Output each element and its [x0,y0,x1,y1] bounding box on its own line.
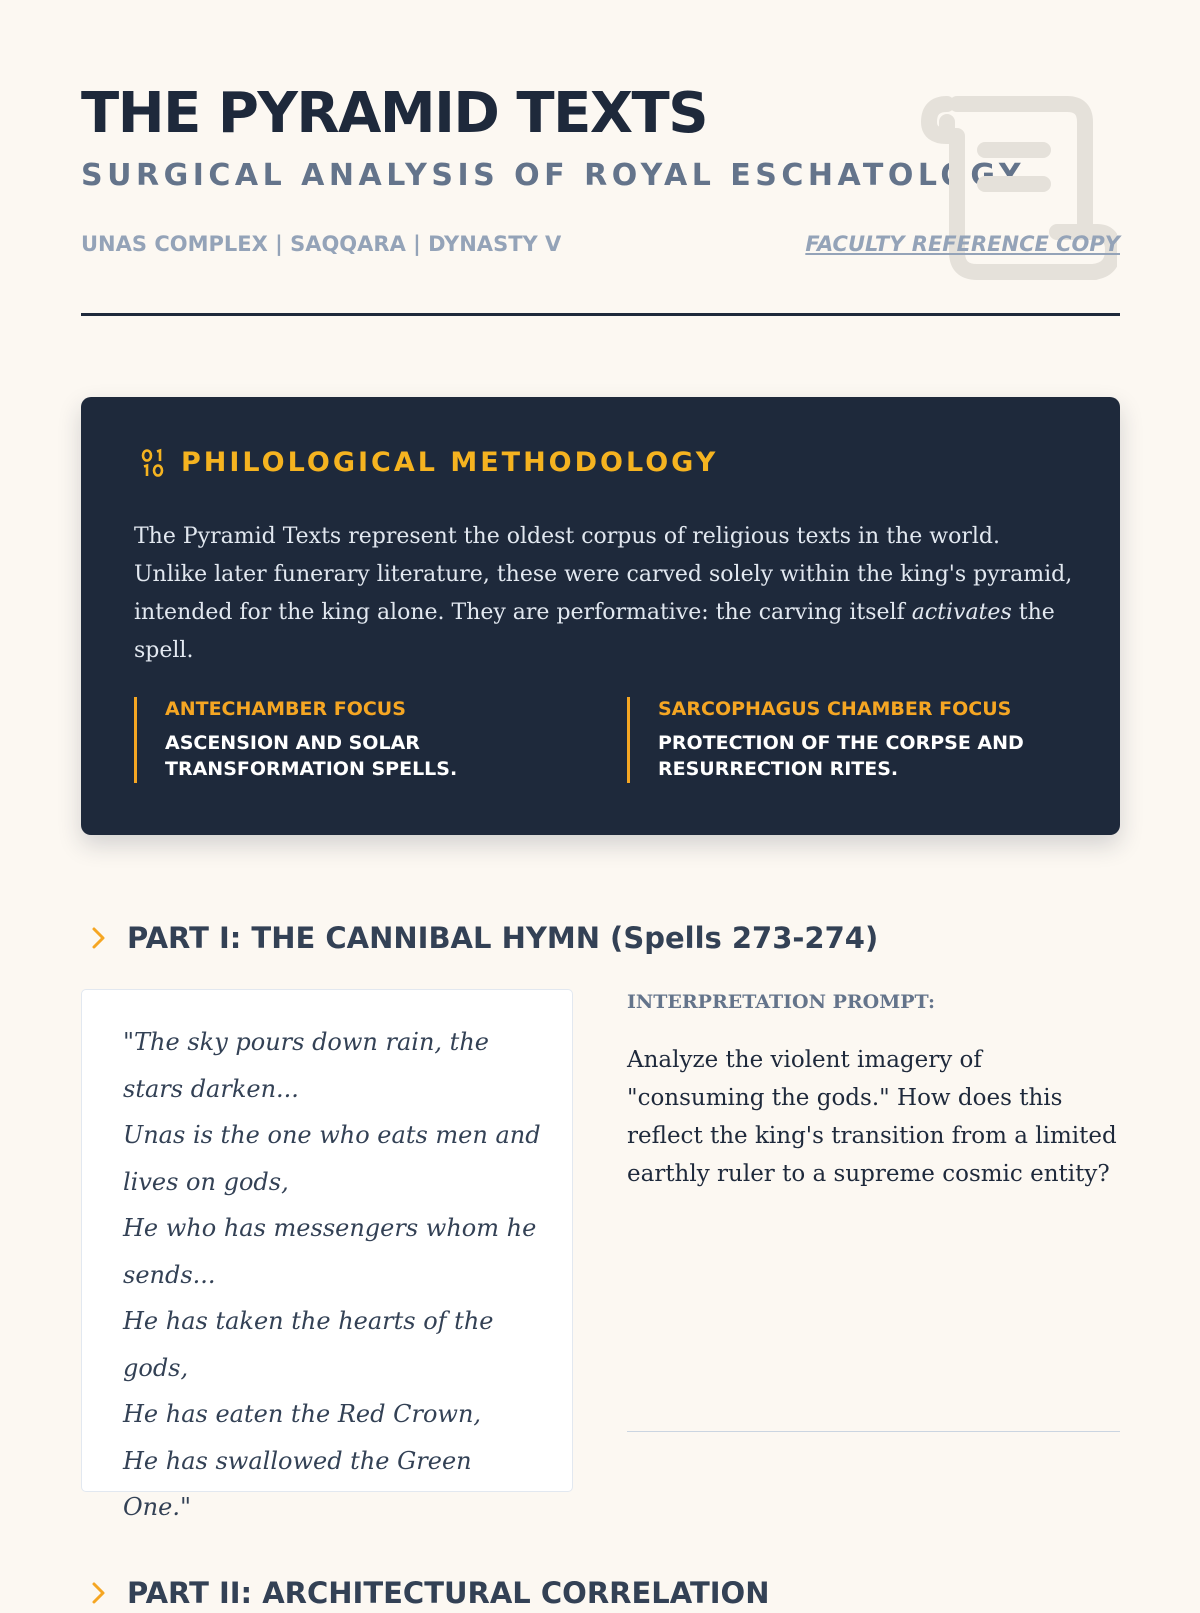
focus-label: ANTECHAMBER FOCUS [165,698,406,720]
cannibal-hymn-quote [81,989,573,1521]
header-divider [81,313,1120,316]
quote-line: He has swallowed the Green One." [123,1446,472,1521]
quote-line: He has taken the hearts of the gods, [123,1307,494,1382]
quote-line: "The sky pours down rain, the stars darken... [123,1028,489,1103]
part-2-title: PART II: ARCHITECTURAL CORRELATION [127,1576,770,1610]
focus-text: PROTECTION OF THE CORPSE AND RESURRECTION RITES. [658,732,1024,780]
quote-line: He has eaten the Red Crown, [123,1400,482,1428]
document-page [81,0,1120,1610]
part-1-heading [81,918,878,958]
part-1-title: PART I: THE CANNIBAL HYMN (Spells 273-274) [127,921,879,955]
part-2-heading [81,1573,769,1613]
quote-line: Unas is the one who eats men and lives on gods, [123,1121,541,1196]
document-meta-location: UNAS COMPLEX | SAQQARA | DYNASTY V [81,232,562,256]
methodology-body-emphasis: activates [911,600,1012,625]
focus-label: SARCOPHAGUS CHAMBER FOCUS [658,698,1012,720]
interpretation-prompt-text: Analyze the violent imagery of "consuming the gods." How does this reflect the king's transition from a limited earthly ruler to a supreme cosmic entity? [627,1047,1117,1187]
methodology-card [81,397,1120,835]
page-title: THE PYRAMID TEXTS [81,81,708,146]
methodology-header [139,447,718,478]
page-subtitle: SURGICAL ANALYSIS OF ROYAL ESCHATOLOGY [81,158,1026,193]
focus-text: ASCENSION AND SOLAR TRANSFORMATION SPELLS. [165,732,458,780]
methodology-body [134,518,1074,670]
antechamber-focus [134,697,594,783]
quote-line: He who has messengers whom he sends... [123,1214,537,1289]
interpretation-prompt-label: INTERPRETATION PROMPT: [627,991,936,1013]
quote-text [123,1019,543,1531]
chevron-right-icon [88,1580,110,1606]
methodology-body-text: The Pyramid Texts represent the oldest corpus of religious texts in the world. Unlike later funerary literature, these were carved solely within the king's pyramid, intended for the king alone. They are performative: the carving itself [134,524,1073,625]
methodology-body-text-end: the spell. [134,600,1055,663]
answer-line[interactable] [627,1431,1120,1432]
faculty-reference-link[interactable]: FACULTY REFERENCE COPY [805,232,1120,256]
binary-icon [139,448,167,478]
sarcophagus-chamber-focus [627,697,1067,783]
methodology-title: PHILOLOGICAL METHODOLOGY [181,447,719,478]
chevron-right-icon [88,925,110,951]
